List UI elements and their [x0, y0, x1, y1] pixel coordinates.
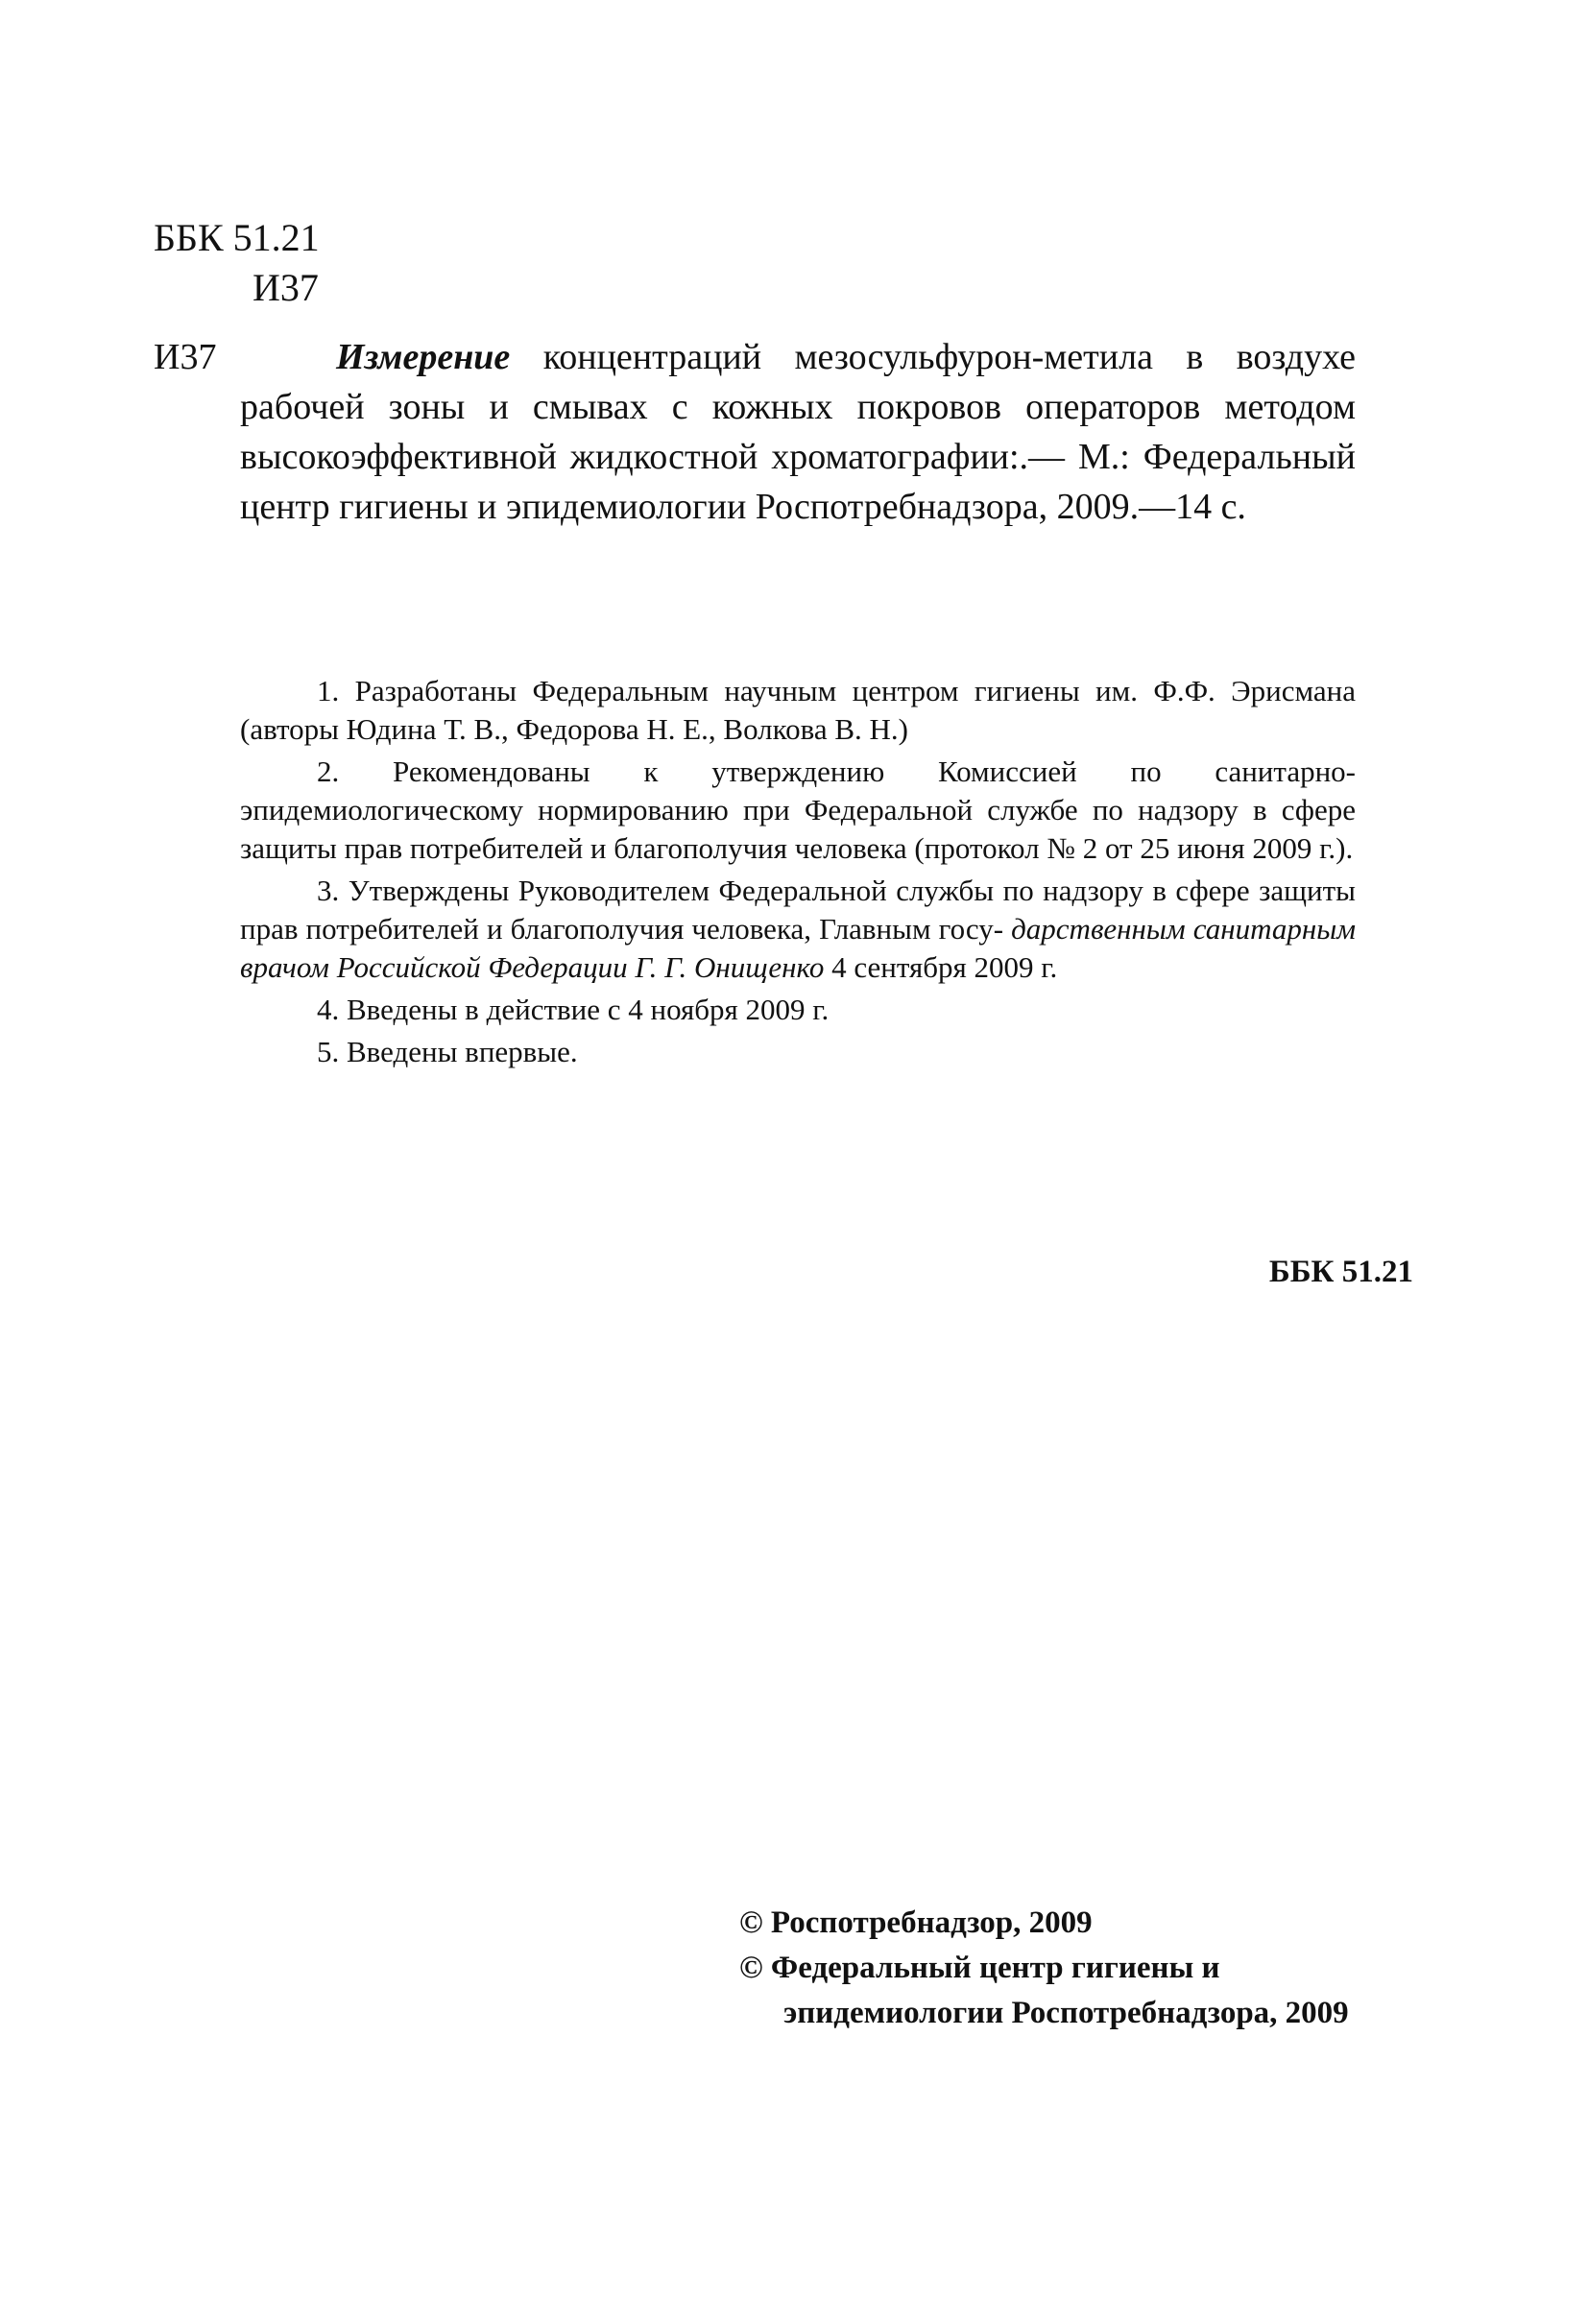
copyright-line: эпидемиологии Роспотребнадзора, 2009	[783, 1996, 1349, 2030]
bibliographic-entry	[154, 332, 1356, 532]
note-introduced: 4. Введены в действие с 4 ноября 2009 г.	[317, 993, 830, 1026]
copyright-line: © Федеральный центр гигиены и	[739, 1951, 1220, 1985]
author-sign: И37	[253, 266, 319, 309]
bbk-index: ББК 51.21	[154, 216, 320, 259]
copyright-line: © Роспотребнадзор, 2009	[739, 1905, 1093, 1940]
note-approved-end: 4 сентября 2009 г.	[831, 950, 1058, 984]
entry-title-start: Измерение	[336, 337, 511, 377]
note-developed: 1. Разработаны Федеральным научным центром гигиены им. Ф.Ф. Эрисмана (авторы Юдина Т. В., Федорова Н. Е., Волкова В. Н.)	[240, 674, 1356, 746]
note-approved-start: 3. Утверждены Руководителем Федеральной службы по надзору в сфере защиты прав потребителей и благополучия человека, Главным госу-	[240, 874, 1356, 946]
bbk-footer: ББК 51.21	[1268, 1255, 1413, 1289]
publication-notes	[240, 672, 1356, 1075]
note-approved	[240, 872, 1356, 987]
note-approved-italic: дарственным санитарным врачом Российской Федерации Г. Г. Онищенко	[240, 912, 1357, 984]
note-first-time: 5. Введены впервые.	[317, 1035, 578, 1068]
note-recommended: 2. Рекомендованы к утверждению Комиссией по санитарно-эпидемиологическому нормированию при Федеральной службе по надзору в сфере защиты прав потребителей и благополучия человека (протокол № 2 от 25 июня 2009 г.).	[240, 755, 1356, 865]
entry-description	[240, 332, 1356, 532]
entry-text: концентраций мезосульфурон-метила в воздухе рабочей зоны и смывах с кожных покровов операторов методом высокоэффективной жидкостной хроматографии:.— М.: Федеральный центр гигиены и эпидемиологии Роспотребнадзора, 2009.—14 с.	[240, 337, 1356, 527]
copyright-block	[739, 1901, 1411, 2036]
bbk-header	[154, 213, 320, 313]
entry-author-sign: И37	[154, 337, 217, 377]
